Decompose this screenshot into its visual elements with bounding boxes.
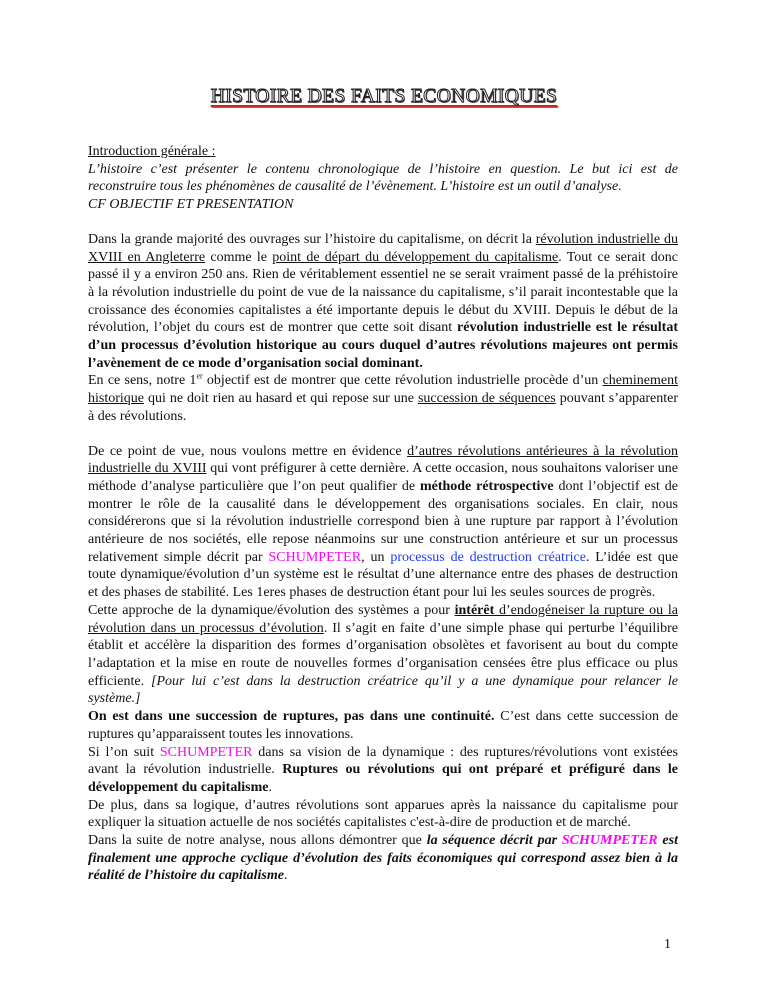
p2-text-d: qui ne doit rien au hasard et qui repose sur une [144,391,418,407]
p2-text-b: objectif est de montrer que cette révolution industrielle procède d’un [202,373,603,389]
p1-underlined-b: point de départ du développement du capitalisme [272,249,559,265]
p2-underlined-b: succession de séquences [417,391,556,407]
p6-text-a: Si l’on suit [88,744,160,760]
intro-heading [88,143,678,161]
p1-text-a: Dans la grande majorité des ouvrages sur l’histoire du capitalisme, on décrit la [88,231,536,247]
p1-underlined-a: révolution industrielle du XVIII en Angleterre [88,231,678,265]
paragraph-8 [88,832,678,885]
p5-text-b: C’est dans cette succession de ruptures qu’apparaissent toutes les innovations. [88,709,678,742]
p8-text-e: . [284,868,288,884]
intro-heading-text: Introduction générale : [88,144,216,159]
paragraph-1 [88,231,678,373]
intro-objective: CF OBJECTIF ET PRESENTATION [88,197,294,213]
p1-bold-thesis: révolution industrielle est le résultat d’un processus d’évolution historique au cours duquel d’autres révolutions majeures ont permis l’avènement de ce mode d’organisation social dominant. [88,320,678,371]
p3-text-i: . L’idée est que toute dynamique/évolution d’un système est le résultat d’une alternance entre des phases de destruction et des phases de stabilité. Les 1eres phases de destruction étant pour lui les seules sources de progrès. [88,549,679,601]
paragraph-gap [88,426,678,443]
p1-text-c: comme le [205,249,273,265]
p4-underlined: d’endogéneiser la rupture ou la révolution dans un processus d’évolution [88,602,678,636]
page-number: 1 [664,937,671,952]
p6-text-c: dans sa vision de la dynamique : des ruptures/révolutions vont existées avant la révolution industrielle. [88,744,678,778]
p3-bold-method: méthode rétrospective [419,478,554,494]
paragraph-gap [88,214,678,231]
intro-text: L’histoire c’est présenter le contenu chronologique de l’histoire en question. Le but ici est de reconstruire tous les phénomènes de causalité de l’évènement. L’histoire est un outil d’analyse. [88,161,678,195]
title-container [0,86,768,108]
paragraph-3 [88,443,678,602]
p3-text-e: dont l’objectif est de montrer le rôle de la causalité dans le développement des organisations sociales. En clair, nous considérerons que si la révolution industrielle correspond bien à une rupture par rapport à l’évolution antérieure de nos sociétés, elle repose néanmoins sur une construction antérieure et sur un processus relativement simple décrit par [88,478,678,565]
p3-text-a: De ce point de vue, nous voulons mettre en évidence [88,443,408,459]
paragraph-2 [88,372,678,425]
p4-italic-note: [Pour lui c’est dans la destruction créatrice qu’il y a une dynamique pour relancer le système.] [88,673,678,707]
p6-text-e: . [268,779,272,795]
paragraph-6 [88,744,678,797]
p2-superscript: er [196,371,203,381]
p6-schumpeter-name: SCHUMPETER [159,744,253,760]
p3-text-c: qui vont préfigurer à cette dernière. A cette occasion, nous souhaitons valoriser une méthode d’analyse particulière que l’on peut qualifier de [88,461,679,494]
p5-bold: On est dans une succession de ruptures, pas dans une continuité. [88,709,495,725]
paragraph-5 [88,708,678,743]
paragraph-4 [88,602,678,708]
p8-bold-italic-b: est finalement une approche cyclique d’évolution des faits économiques qui correspond assez bien à la réalité de l’histoire du capitalisme [88,833,678,884]
p4-bold-underlined: intérêt [454,602,495,618]
p3-text-g: , un [361,549,391,565]
p8-bold-italic-a: la séquence décrit par [426,833,562,849]
p2-underlined-a: cheminement historique [88,373,678,407]
p3-underlined: d’autres révolutions antérieures à la révolution industrielle du XVIII [88,443,678,477]
p2-text-a: En ce sens, notre 1 [88,373,197,389]
p8-schumpeter-name: SCHUMPETER [561,833,658,849]
p1-text-e: . Tout ce serait donc passé il y a environ 250 ans. Rien de véritablement essentiel ne se serait vraiment passé de la préhistoire à la révolution industrielle du point de vue de la naissance du capitalisme, s’il parait incontestable que la croissance des économies capitalistes a été importante depuis le début du XVIII. Depuis le début de la révolution, l’objet du cours est de montrer que cette soit disant [88,249,679,336]
p8-text-a: Dans la suite de notre analyse, nous allons démontrer que [88,833,427,849]
p4-text-a: Cette approche de la dynamique/évolution des systèmes a pour [88,602,455,618]
p3-schumpeter-name: SCHUMPETER [268,549,362,565]
p2-text-f: pouvant s’apparenter à des révolutions. [88,391,678,424]
p4-text-d: . Il s’agit en faite d’une simple phase qui perturbe l’équilibre établit et accélère la disparition des formes d’organisation obsolètes et favorisent au bout du compte l’adaptation et la mise en route de nouvelles formes d’organisation censées être plus efficace ou plus efficiente. [88,620,679,689]
document-body [88,143,678,885]
document-title: HISTOIRE DES FAITS ECONOMIQUES [210,86,558,107]
p3-concept-highlight: processus de destruction créatrice [390,549,586,565]
p6-bold: Ruptures ou révolutions qui ont préparé et préfiguré dans le développement du capitalisme [88,762,679,795]
paragraph-7: De plus, dans sa logique, d’autres révolutions sont apparues après la naissance du capitalisme pour expliquer la situation actuelle de nos sociétés capitalistes c'est-à-dire de production et de marché. [88,797,678,831]
